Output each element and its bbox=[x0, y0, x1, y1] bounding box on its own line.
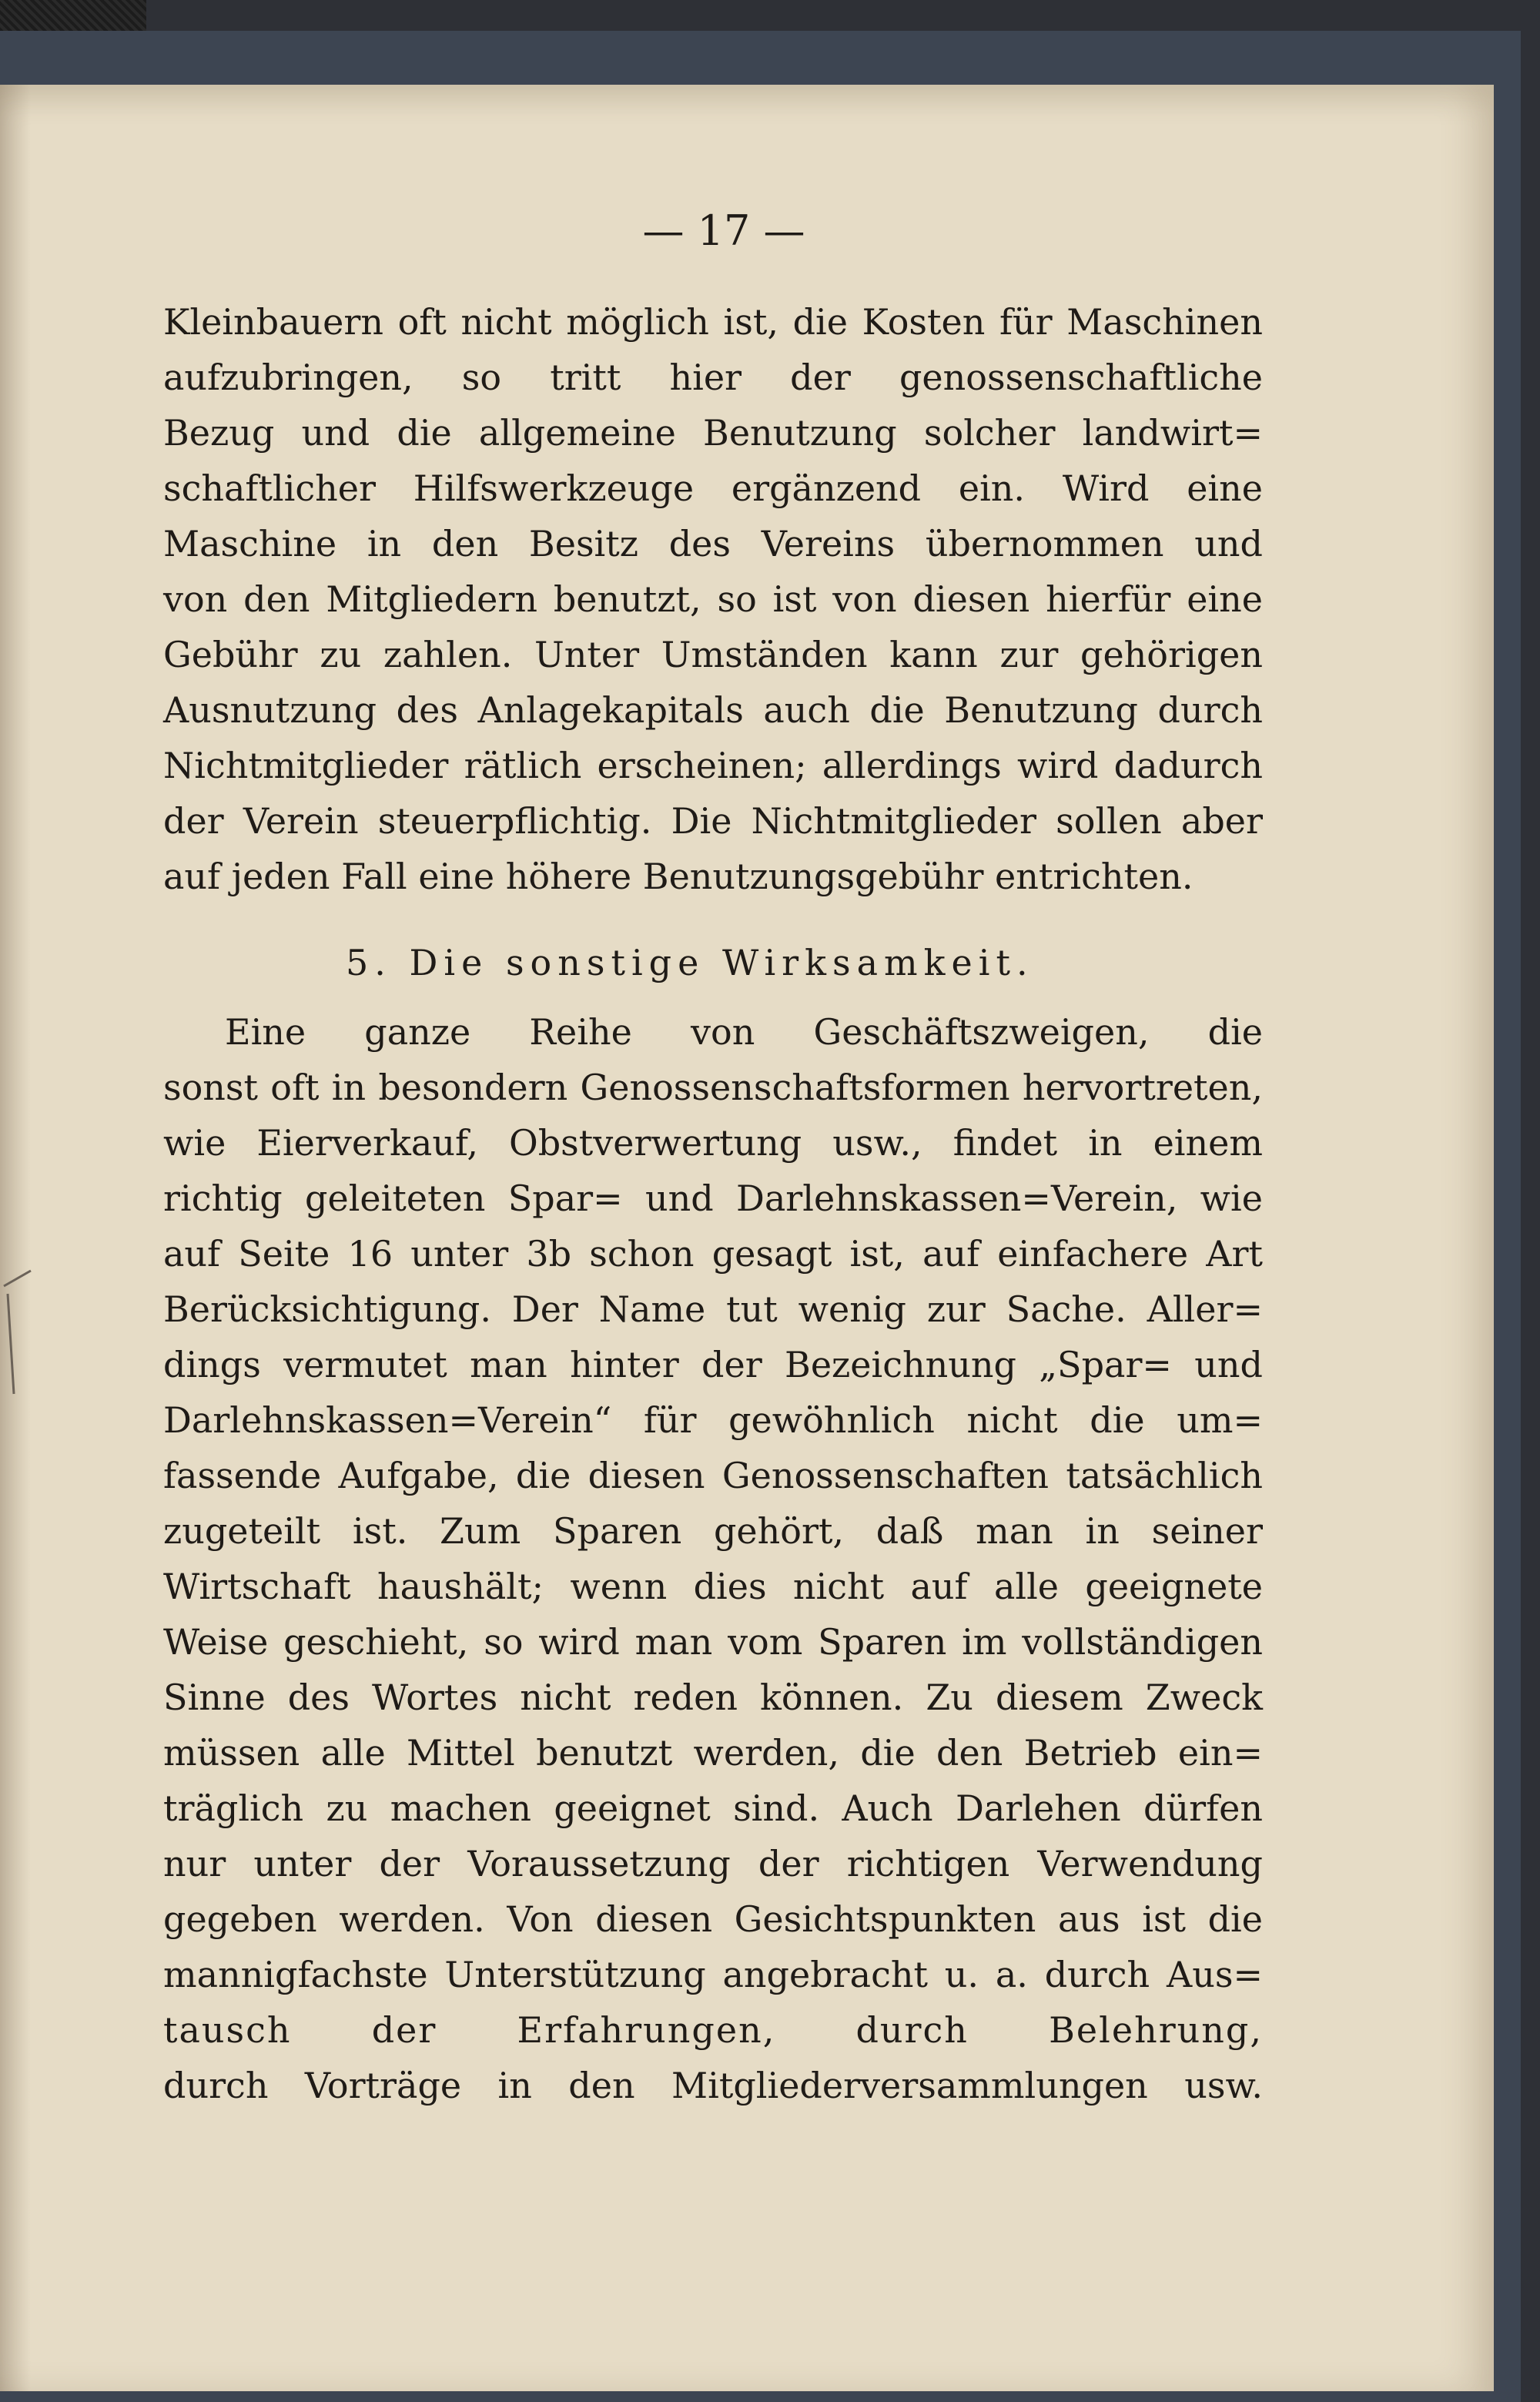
body-text bbox=[163, 294, 1263, 2113]
margin-pencil-mark bbox=[0, 1263, 54, 1402]
text-line: Darlehnskassen=Verein“ für gewöhnlich nicht die um= bbox=[163, 1399, 1263, 1441]
text-line: Sinne des Wortes nicht reden können. Zu diesem Zweck bbox=[163, 1677, 1263, 1718]
text-line: der Verein steuerpflichtig. Die Nichtmitglieder sollen aber bbox=[163, 800, 1263, 842]
text-line: Kleinbauern oft nicht möglich ist, die Kosten für Maschinen bbox=[163, 301, 1263, 343]
text-line: durch Vorträge in den Mitgliederversammlungen usw. bbox=[163, 2065, 1263, 2106]
text-line: müssen alle Mittel benutzt werden, die den Betrieb ein= bbox=[163, 1732, 1263, 1774]
text-line: wie Eierverkauf, Obstverwertung usw., findet in einem bbox=[163, 1122, 1263, 1164]
text-line: Berücksichtigung. Der Name tut wenig zur Sache. Aller= bbox=[163, 1288, 1263, 1330]
text-line: mannigfachste Unterstützung angebracht u. a. durch Aus= bbox=[163, 1954, 1263, 1995]
text-line: zugeteilt ist. Zum Sparen gehört, daß man in seiner bbox=[163, 1510, 1263, 1552]
text-line: sonst oft in besondern Genossenschaftsformen hervortreten, bbox=[163, 1067, 1263, 1108]
text-line: dings vermutet man hinter der Bezeichnung „Spar= und bbox=[163, 1344, 1263, 1385]
text-line: träglich zu machen geeignet sind. Auch Darlehen dürfen bbox=[163, 1787, 1263, 1829]
text-line: nur unter der Voraussetzung der richtigen Verwendung bbox=[163, 1843, 1263, 1884]
text-line: Weise geschieht, so wird man vom Sparen im vollständigen bbox=[163, 1621, 1263, 1663]
text-line: von den Mitgliedern benutzt, so ist von diesen hierfür eine bbox=[163, 578, 1263, 620]
section-heading: 5. Die sonstige Wirksamkeit. bbox=[346, 942, 1034, 983]
text-line: Maschine in den Besitz des Vereins übernommen und bbox=[163, 523, 1263, 564]
text-line: gegeben werden. Von diesen Gesichtspunkten aus ist die bbox=[163, 1898, 1263, 1940]
text-line: tausch der Erfahrungen, durch Belehrung, bbox=[163, 2009, 1263, 2051]
text-line: Nichtmitglieder rätlich erscheinen; allerdings wird dadurch bbox=[163, 745, 1263, 786]
text-line: Gebühr zu zahlen. Unter Umständen kann zur gehörigen bbox=[163, 634, 1263, 675]
spine-shadow bbox=[0, 85, 31, 2391]
text-line: aufzubringen, so tritt hier der genossenschaftliche bbox=[163, 357, 1263, 398]
text-line: richtig geleiteten Spar= und Darlehnskassen=Verein, wie bbox=[163, 1178, 1263, 1219]
text-line: auf jeden Fall eine höhere Benutzungsgebühr entrichten. bbox=[163, 856, 1194, 897]
text-line: Ausnutzung des Anlagekapitals auch die Benutzung durch bbox=[163, 689, 1263, 731]
text-line: Eine ganze Reihe von Geschäftszweigen, die bbox=[225, 1011, 1263, 1053]
text-line: Wirtschaft haushält; wenn dies nicht auf alle geeignete bbox=[163, 1566, 1263, 1607]
page-number: — 17 — bbox=[642, 206, 805, 255]
text-line: Bezug und die allgemeine Benutzung solcher landwirt= bbox=[163, 412, 1263, 454]
text-line: auf Seite 16 unter 3b schon gesagt ist, auf einfachere Art bbox=[163, 1233, 1263, 1275]
text-line: schaftlicher Hilfswerkzeuge ergänzend ein. Wird eine bbox=[163, 467, 1263, 509]
text-line: fassende Aufgabe, die diesen Genossenschaften tatsächlich bbox=[163, 1455, 1263, 1496]
